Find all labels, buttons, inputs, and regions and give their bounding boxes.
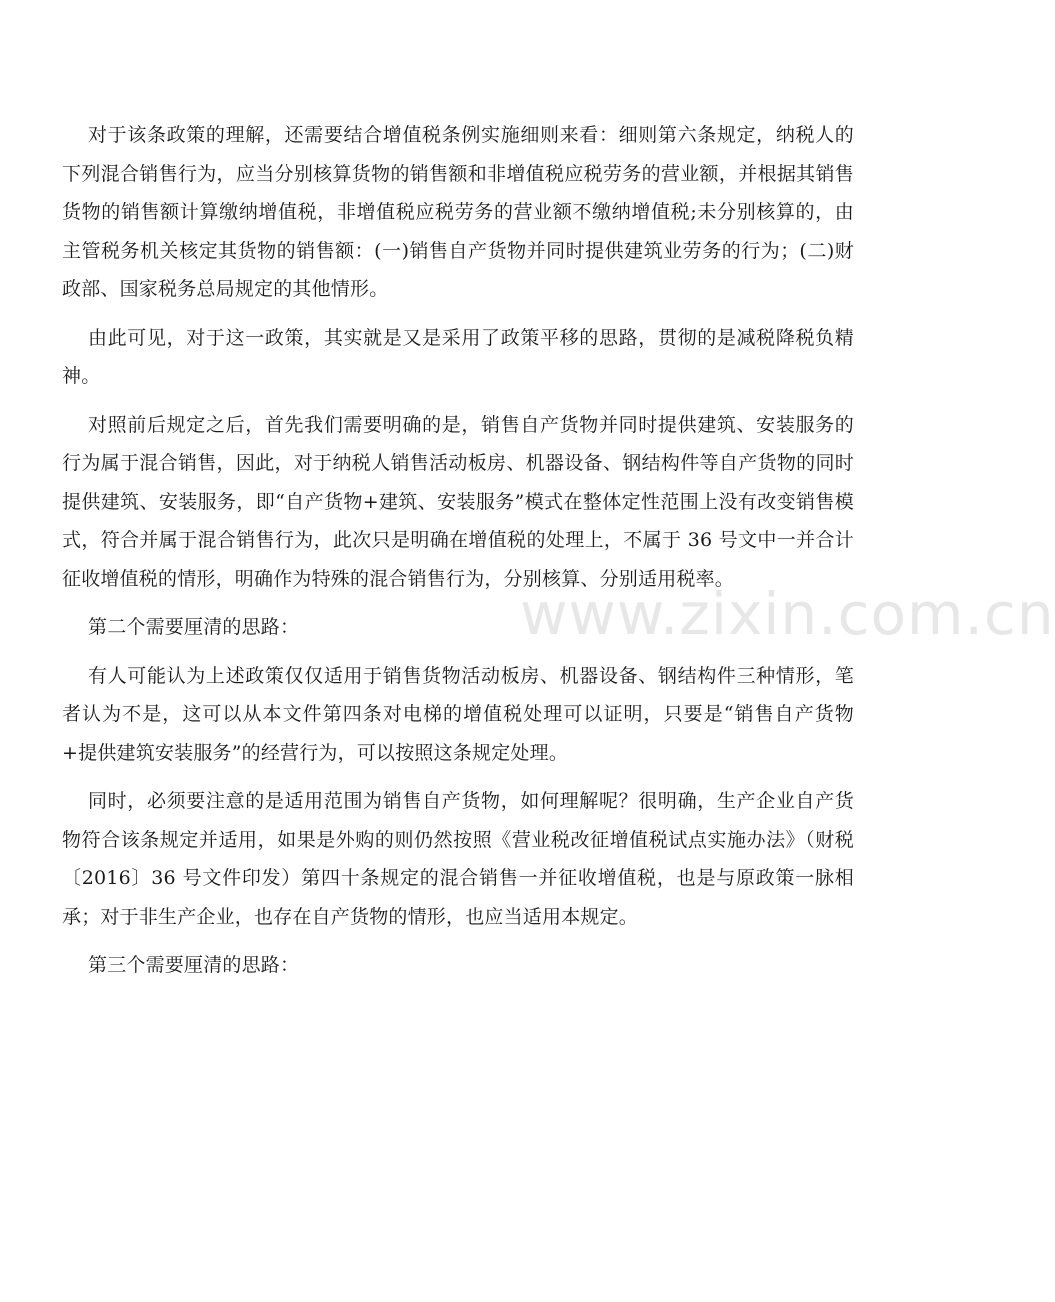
watermark: www.zixin.com.cn [520,580,1055,648]
paragraph-6: 同时，必须要注意的是适用范围为销售自产货物，如何理解呢？很明确，生产企业自产货物符合该条规定并适用，如果是外购的则仍然按照《营业税改征增值税试点实施办法》（财税〔2016〕36 号文件印发）第四十条规定的混合销售一并征收增值税，也是与原政策一脉相承；对于非生产企业，也存在自产货物的情形，也应当适用本规定。 [62,790,854,928]
paragraph-7: 第三个需要厘清的思路： [88,954,300,976]
paragraph-5: 有人可能认为上述政策仅仅适用于销售货物活动板房、机器设备、钢结构件三种情形，笔者认为不是，这可以从本文件第四条对电梯的增值税处理可以证明，只要是“销售自产货物+提供建筑安装服务”的经营行为，可以按照这条规定处理。 [62,664,854,764]
paragraph-3: 对照前后规定之后，首先我们需要明确的是，销售自产货物并同时提供建筑、安装服务的行为属于混合销售，因此，对于纳税人销售活动板房、机器设备、钢结构件等自产货物的同时提供建筑、安装服务，即“自产货物+建筑、安装服务”模式在整体定性范围上没有改变销售模式，符合并属于混合销售行为，此次只是明确在增值税的处理上，不属于 36 号文中一并合计征收增值税的情形，明确作为特殊的混合销售行为，分别核算、分别适用税率。 [62,413,854,590]
paragraph-2: 由此可见，对于这一政策，其实就是又是采用了政策平移的思路，贯彻的是减税降税负精神。 [62,326,854,387]
paragraph-4: 第二个需要厘清的思路： [88,616,300,638]
paragraph-1: 对于该条政策的理解，还需要结合增值税条例实施细则来看：细则第六条规定，纳税人的下列混合销售行为，应当分别核算货物的销售额和非增值税应税劳务的营业额，并根据其销售货物的销售额计算缴纳增值税，非增值税应税劳务的营业额不缴纳增值税;未分别核算的，由主管税务机关核定其货物的销售额：(一)销售自产货物并同时提供建筑业劳务的行为；(二)财政部、国家税务总局规定的其他情形。 [62,124,854,300]
document-body [62,116,854,995]
